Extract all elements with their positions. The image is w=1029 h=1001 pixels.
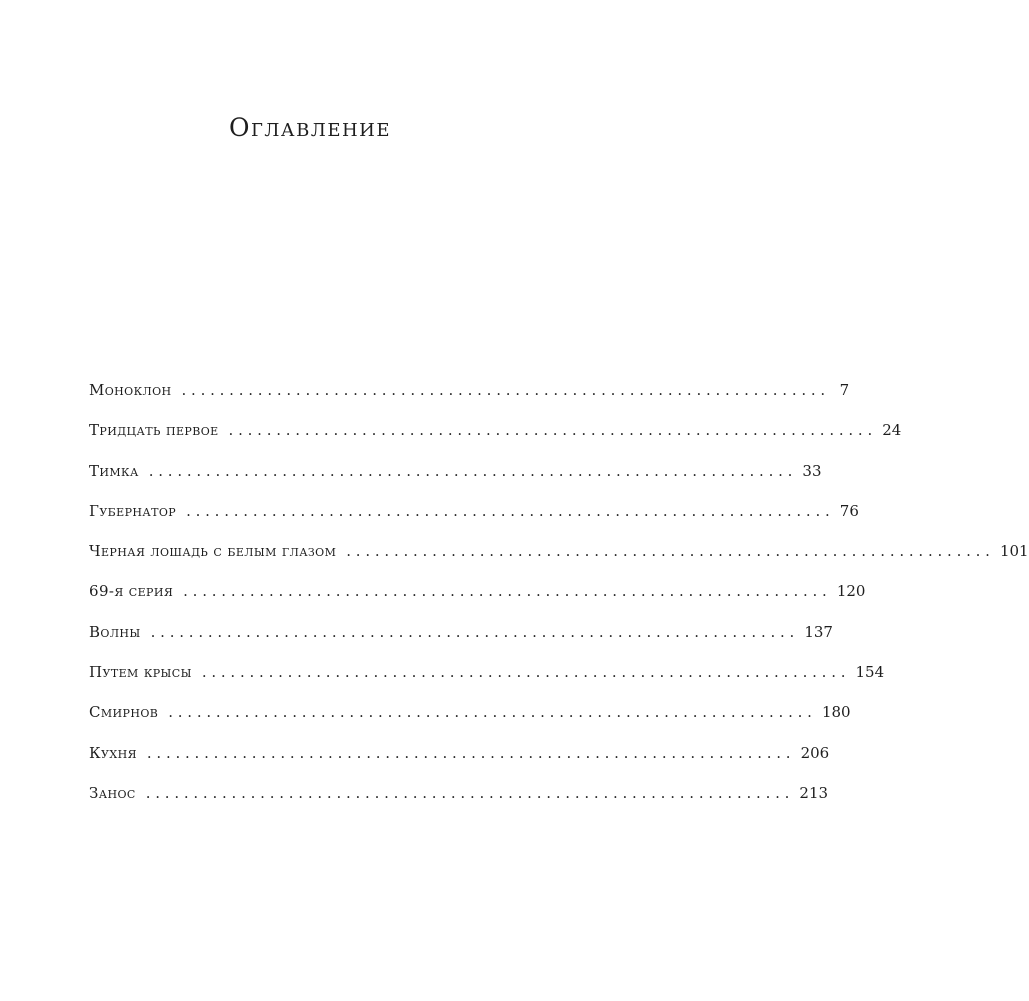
dot-leader: . . . . . . . . . . . . . . . . . . . . . . . . . . . . . . . . . . . . . . . . . . . . . . . . . . . . . . . . . . . . . . . . . . . . bbox=[228, 421, 873, 440]
dot-leader: . . . . . . . . . . . . . . . . . . . . . . . . . . . . . . . . . . . . . . . . . . . . . . . . . . . . . . . . . . . . . . . . . . . . bbox=[201, 663, 846, 682]
toc-entry-title: Черная лошадь с белым глазом bbox=[89, 542, 337, 561]
toc-entry[interactable] bbox=[89, 581, 866, 621]
toc-entry-page: 120 bbox=[836, 582, 866, 601]
page-title: Оглавление bbox=[229, 113, 391, 142]
toc-entry-title: Губернатор bbox=[89, 501, 177, 520]
toc-entry[interactable] bbox=[89, 702, 851, 742]
dot-leader: . . . . . . . . . . . . . . . . . . . . . . . . . . . . . . . . . . . . . . . . . . . . . . . . . . . . . . . . . . . . . . . . . . . . bbox=[186, 501, 830, 520]
toc-entry-page: 7 bbox=[839, 381, 850, 399]
toc-entry[interactable] bbox=[89, 380, 850, 420]
dot-leader: . . . . . . . . . . . . . . . . . . . . . . . . . . . . . . . . . . . . . . . . . . . . . . . . . . . . . . . . . . . . . . . . . . . . bbox=[150, 622, 795, 641]
toc-entry[interactable] bbox=[89, 622, 833, 662]
toc-entry-page: 76 bbox=[839, 501, 859, 520]
dot-leader: . . . . . . . . . . . . . . . . . . . . . . . . . . . . . . . . . . . . . . . . . . . . . . . . . . . . . . . . . . . . . . . . . . . . bbox=[145, 783, 790, 802]
toc-entry-title: Смирнов bbox=[89, 703, 159, 722]
toc-entry-title: Волны bbox=[89, 622, 141, 641]
toc-entry-title: Тридцать первое bbox=[89, 421, 219, 440]
dot-leader: . . . . . . . . . . . . . . . . . . . . . . . . . . . . . . . . . . . . . . . . . . . . . . . . . . . . . . . . . . . . . . . . . . . . bbox=[148, 461, 793, 480]
toc-entry-title: Моноклон bbox=[89, 381, 172, 399]
dot-leader: . . . . . . . . . . . . . . . . . . . . . . . . . . . . . . . . . . . . . . . . . . . . . . . . . . . . . . . . . . . . . . . . . . . . bbox=[346, 542, 990, 561]
toc-entry[interactable] bbox=[89, 743, 830, 783]
dot-leader: . . . . . . . . . . . . . . . . . . . . . . . . . . . . . . . . . . . . . . . . . . . . . . . . . . . . . . . . . . . . . . . . . . . . bbox=[146, 743, 791, 762]
toc-entry[interactable] bbox=[89, 501, 859, 541]
toc-entry-title: Занос bbox=[89, 783, 136, 802]
toc-entry[interactable] bbox=[89, 662, 885, 702]
toc-entry-title: Путем крысы bbox=[89, 663, 192, 682]
dot-leader: . . . . . . . . . . . . . . . . . . . . . . . . . . . . . . . . . . . . . . . . . . . . . . . . . . . . . . . . . . . . . . . . . . . . bbox=[181, 381, 826, 399]
toc-entry-page: 33 bbox=[802, 461, 822, 480]
toc-entry[interactable] bbox=[89, 420, 902, 460]
toc-entry-page: 101 bbox=[999, 542, 1029, 561]
toc-entry-page: 206 bbox=[800, 743, 830, 762]
toc-entry[interactable] bbox=[89, 461, 822, 501]
toc-entry-page: 180 bbox=[821, 703, 851, 722]
toc-entry-title: Тимка bbox=[89, 461, 139, 480]
toc-entry-page: 24 bbox=[882, 421, 902, 440]
dot-leader: . . . . . . . . . . . . . . . . . . . . . . . . . . . . . . . . . . . . . . . . . . . . . . . . . . . . . . . . . . . . . . . . . . . . bbox=[183, 582, 827, 601]
toc-entry-page: 154 bbox=[855, 663, 885, 682]
toc-entry[interactable] bbox=[89, 541, 1029, 581]
toc-entry-title: Кухня bbox=[89, 743, 137, 762]
table-of-contents bbox=[89, 380, 1029, 823]
toc-entry-page: 137 bbox=[804, 622, 833, 641]
toc-entry-page: 213 bbox=[799, 783, 829, 802]
dot-leader: . . . . . . . . . . . . . . . . . . . . . . . . . . . . . . . . . . . . . . . . . . . . . . . . . . . . . . . . . . . . . . . . . . . . bbox=[168, 703, 812, 722]
toc-entry-title: 69-я серия bbox=[89, 582, 174, 601]
toc-entry[interactable] bbox=[89, 783, 829, 823]
